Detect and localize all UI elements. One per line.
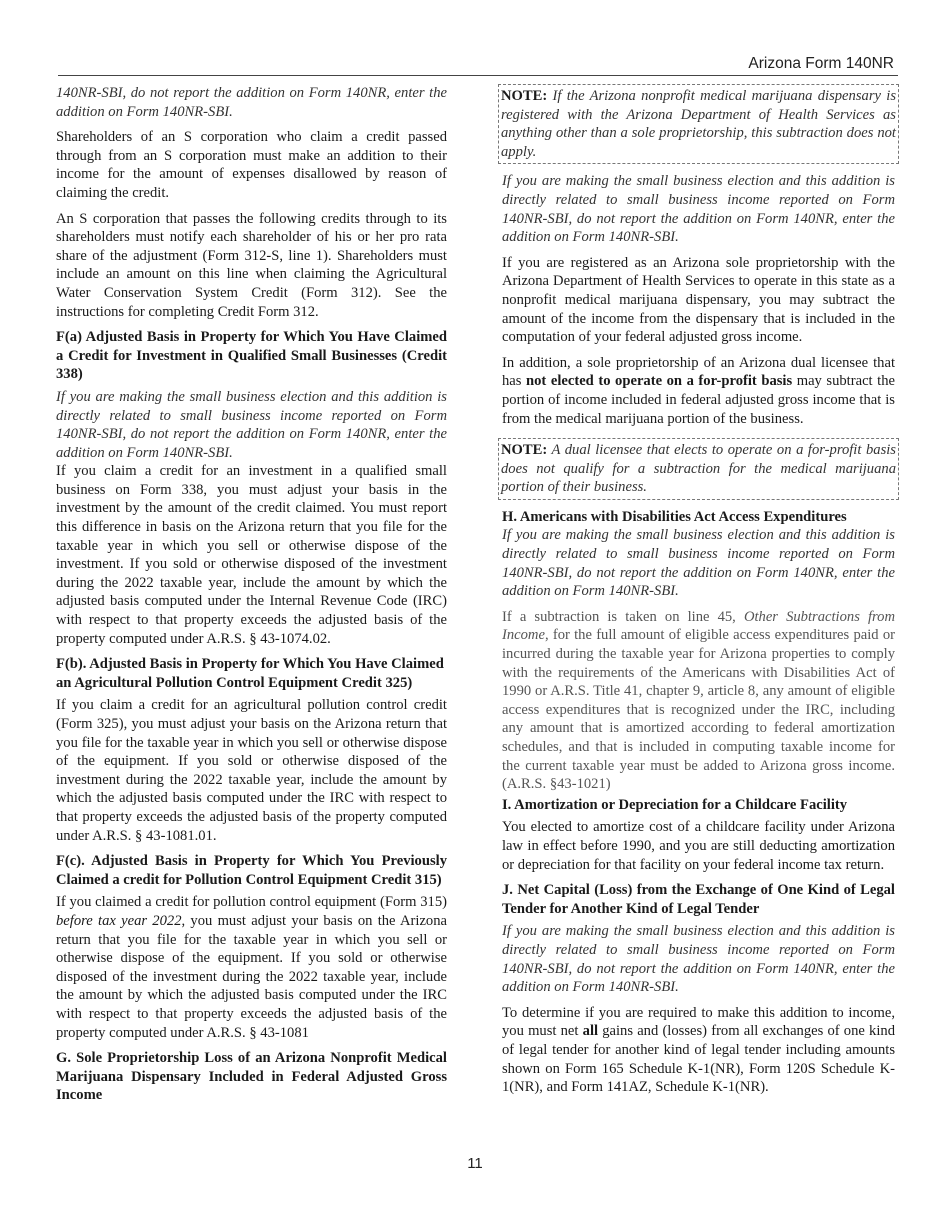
s-corp-credits-paragraph: An S corporation that passes the following credits through to its shareholders must notify each shareholder of his or her pro rata share of the adjustment (Form 312-S, line 1). Shareholders must include an amount on this line when claiming the Agricultural Water Conservation System Credit (Form 312). See the instructions for completing Credit Form 312. [56, 210, 447, 320]
section-g-dual-licensee [502, 354, 895, 428]
section-h-body [502, 608, 895, 794]
section-g-body: If you are registered as an Arizona sole proprietorship with the Arizona Department of Health Services to operate in this state as a nonprofit medical marijuana dispensary, you may subtract the amount of the income from the dispensary that is included in the computation of your federal adjusted gross income. [502, 254, 895, 346]
page-number: 11 [467, 1155, 483, 1172]
left-column [56, 84, 447, 1109]
section-j-heading: J. Net Capital (Loss) from the Exchange of One Kind of Legal Tender for Another Kind of Legal Tender [502, 882, 895, 917]
section-i-heading: I. Amortization or Depreciation for a Childcare Facility [502, 796, 848, 813]
section-g-heading: G. Sole Proprietorship Loss of an Arizona Nonprofit Medical Marijuana Dispensary Included in Federal Adjusted Gross Income [56, 1050, 447, 1104]
note-box-dual-licensee [498, 438, 899, 500]
section-j-body [502, 1004, 895, 1097]
note-box-sole-proprietorship [498, 84, 899, 164]
section-i-body: You elected to amortize cost of a childcare facility under Arizona law in effect before 1990, and you are still deducting amortization or depreciation for that facility on your federal income tax return. [502, 819, 895, 873]
note-label: NOTE: [501, 442, 548, 459]
section-fb-body: If you claim a credit for an agricultural pollution control credit (Form 325), you must adjust your basis on the Arizona return that you file for the taxable year in which you sell or otherwise dispose of the equipment. If you sold or otherwise disposed of the investment during the 2022 taxable year, include the amount by which the adjusted basis computed under the IRC with respect to that property exceeds the adjusted basis of the property computed under A.R.S. § 43-1081.01. [56, 697, 447, 844]
note-label: NOTE: [501, 88, 548, 104]
section-fc-body [56, 893, 447, 1042]
section-h-heading: H. Americans with Disabilities Act Access Expenditures [502, 508, 847, 525]
section-j-sbi-note: If you are making the small business election and this addition is directly related to small business income reported on Form 140NR-SBI, do not report the addition on Form 140NR, enter the addition on Form 140NR-SBI. [502, 923, 895, 996]
dual-licensee-emphasis: not elected to operate on a for-profit basis [526, 373, 793, 390]
section-fa-body: If you claim a credit for an investment in a qualified small business on Form 338, you must adjust your basis in the investment by the amount of the credit claimed. You must report this difference in basis on the Arizona return that you file for the taxable year in which you sell or otherwise dispose of the investment. If you sold or otherwise disposed of the investment during the 2022 taxable year, include the amount by which the adjusted basis computed under the Internal Revenue Code (IRC) with respect to that property exceeds the adjusted basis of the property computed under A.R.S. § 43-1074.02. [56, 463, 447, 647]
section-fc-body-text-2: , you must adjust your basis on the Arizona return that you file for the taxable year in which you sell or otherwise dispose of the equipment. If you sold or otherwise disposed of the investment during the 2022 taxable year, include the amount by which the adjusted basis computed under the IRC with respect to that property exceeds the adjusted basis of the property computed under A.R.S. § 43-1081 [56, 912, 447, 1041]
section-j-body-text-2: gains and (losses) from all exchanges of one kind of legal tender for another kind of legal tender including amounts shown on Form 165 Schedule K-1(NR), Form 120S Schedule K-1(NR), and Form 141AZ, Schedule K-1(NR). [502, 1023, 895, 1096]
note-text: A dual licensee that elects to operate on a for-profit basis does not qualify for a subtraction for the medical marijuana portion of their business. [501, 442, 896, 496]
header-divider [58, 75, 898, 76]
section-h-body-text: If a subtraction is taken on line 45, [502, 608, 744, 625]
section-fc-heading: F(c). Adjusted Basis in Property for Which You Previously Claimed a credit for Pollution Control Equipment Credit 315) [56, 853, 447, 888]
section-h-body-text-2: , for the full amount of eligible access expenditures paid or incurred during the taxable year for Arizona properties to comply with the requirements of the Americans with Disabilities Act of 1990 or A.R.S. Title 41, chapter 9, article 8, any amount of eligible access expenditures that is recognized under the IRC, including any amount that is amortized according to federal amortization schedules, and that is included in computing taxable income for the current taxable year must be added to Arizona gross income. (A.R.S. §43-1021) [502, 627, 895, 793]
section-g-sbi-note: If you are making the small business election and this addition is directly related to small business income reported on Form 140NR-SBI, do not report the addition on Form 140NR, enter the addition on Form 140NR-SBI. [502, 173, 895, 246]
section-fb-heading: F(b). Adjusted Basis in Property for Which You Have Claimed an Agricultural Pollution Control Equipment Credit 325) [56, 656, 444, 691]
dual-licensee-text: In addition, a sole proprietorship of an Arizona dual licensee that has [502, 354, 895, 390]
note-text: If the Arizona nonprofit medical marijuana dispensary is registered with the Arizona Department of Health Services as anything other than a sole proprietorship, this subtraction does not apply. [501, 88, 896, 160]
section-fc-body-emphasis: before tax year 2022 [56, 912, 182, 929]
section-fa-sbi-note: If you are making the small business election and this addition is directly related to small business income reported on Form 140NR-SBI, do not report the addition on Form 140NR, enter the addition on Form 140NR-SBI. [56, 388, 447, 461]
section-h-sbi-note: If you are making the small business election and this addition is directly related to small business income reported on Form 140NR-SBI, do not report the addition on Form 140NR, enter the addition on Form 140NR-SBI. [502, 527, 895, 600]
section-fc-body-text: If you claimed a credit for pollution control equipment (Form 315) [56, 894, 447, 911]
section-j-body-emphasis: all [582, 1023, 599, 1040]
dual-licensee-text-2: may subtract the portion of income included in federal adjusted gross income that is from the medical marijuana portion of the business. [502, 373, 895, 427]
section-fa-heading: F(a) Adjusted Basis in Property for Which You Have Claimed a Credit for Investment in Qualified Small Businesses (Credit 338) [56, 329, 447, 383]
right-column [502, 84, 895, 1104]
page-header-title: Arizona Form 140NR [748, 55, 894, 72]
s-corp-shareholders-paragraph: Shareholders of an S corporation who claim a credit passed through from an S corporation must make an addition to their income for the amount of expenses disallowed by reason of claiming the credit. [56, 129, 447, 201]
section-h-body-emphasis: Other Subtractions from Income [502, 608, 896, 644]
continued-sbi-note: 140NR-SBI, do not report the addition on Form 140NR, enter the addition on Form 140NR-SBI. [56, 85, 447, 120]
section-j-body-text: To determine if you are required to make this addition to income, you must net [502, 1004, 895, 1040]
